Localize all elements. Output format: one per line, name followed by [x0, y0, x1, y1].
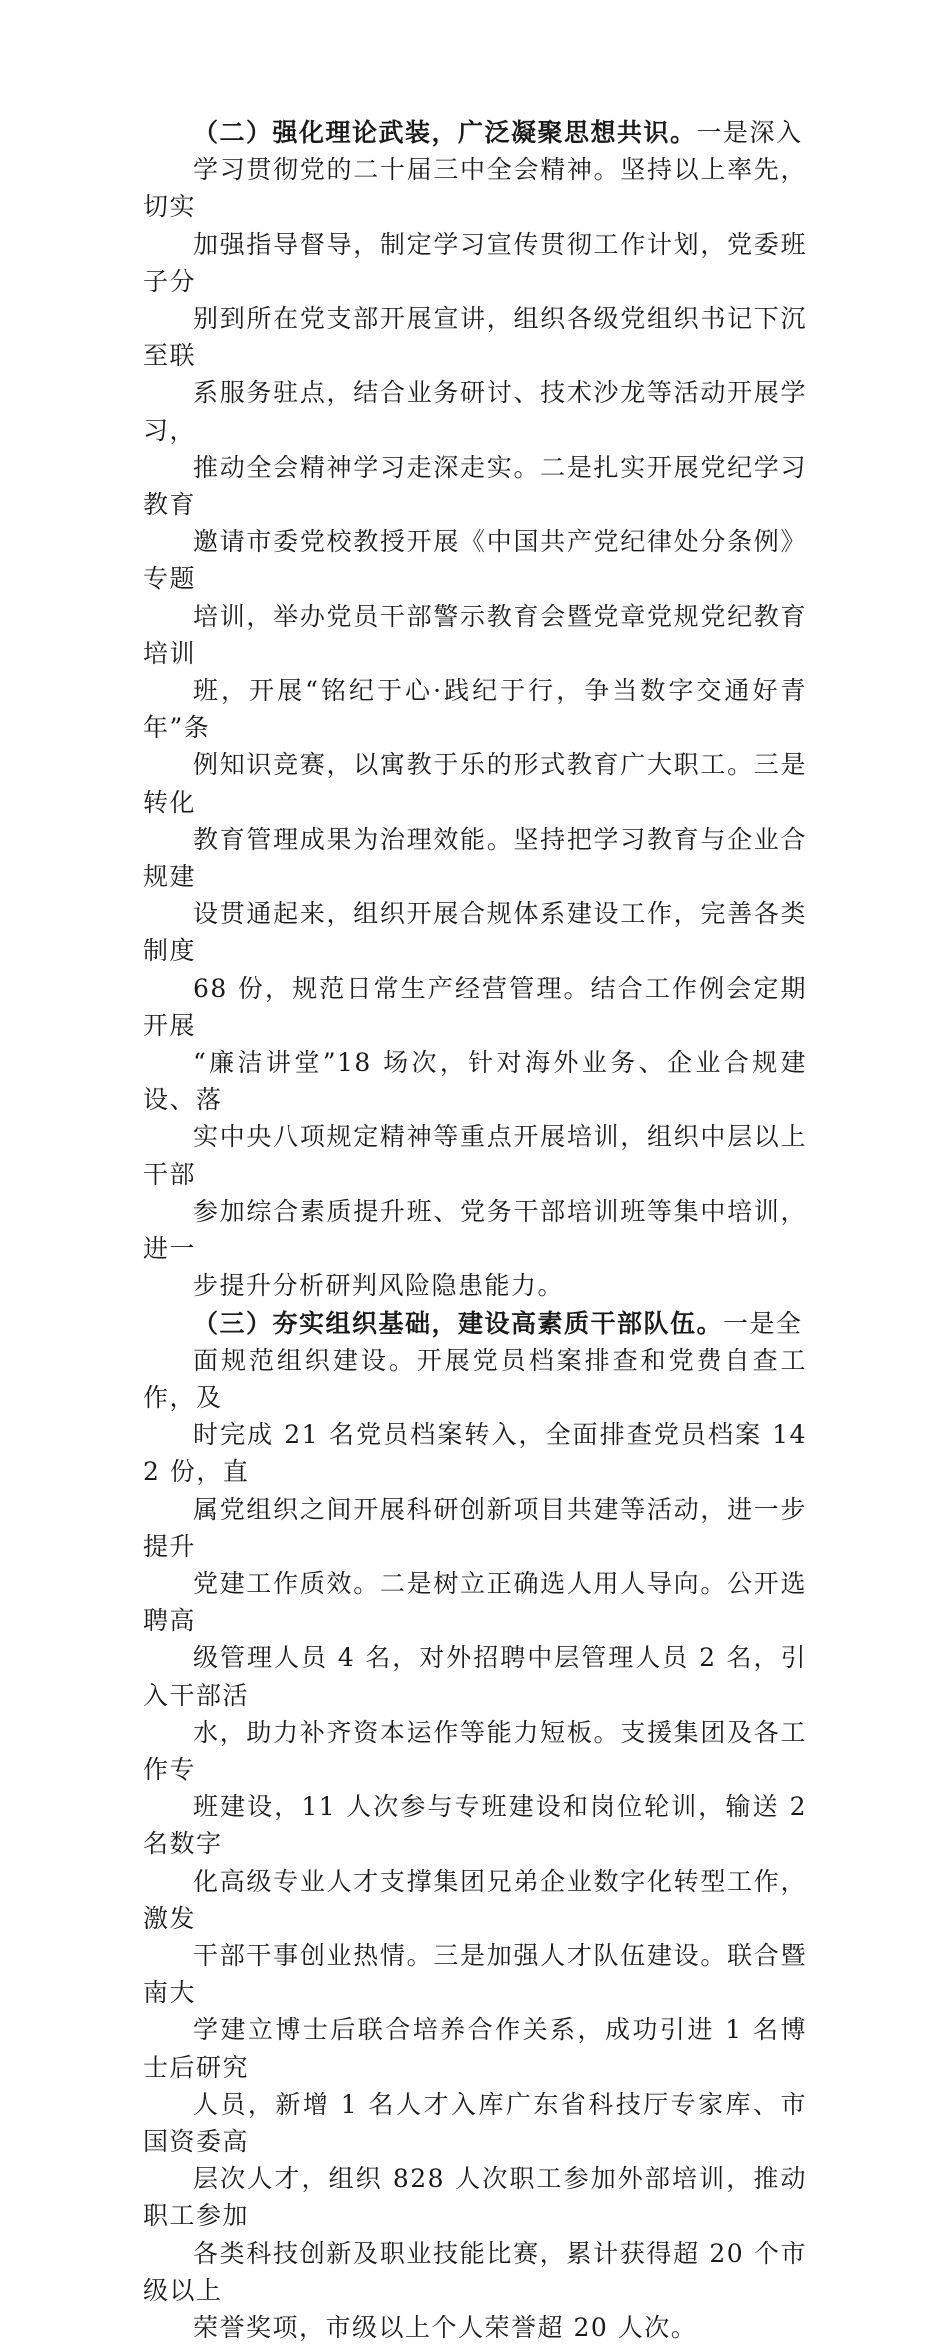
- paragraph-2-line: 推动全会精神学习走深走实。二是扎实开展党纪学习教育: [143, 449, 807, 523]
- paragraph-3-line: 属党组织之间开展科研创新项目共建等活动，进一步提升: [143, 1491, 807, 1565]
- paragraph-2-line: 学习贯彻党的二十届三中全会精神。坚持以上率先，切实: [143, 151, 807, 225]
- paragraph-2-line: 加强指导督导，制定学习宣传贯彻工作计划，党委班子分: [143, 226, 807, 300]
- paragraph-3-line: 面规范组织建设。开展党员档案排查和党费自查工作，及: [143, 1342, 807, 1416]
- paragraph-2-line: 例知识竞赛，以寓教于乐的形式教育广大职工。三是转化: [143, 746, 807, 820]
- paragraph-3-line: 党建工作质效。二是树立正确选人用人导向。公开选聘高: [143, 1565, 807, 1639]
- paragraph-2-line: 教育管理成果为治理效能。坚持把学习教育与企业合规建: [143, 821, 807, 895]
- paragraph-3-line: 化高级专业人才支撑集团兄弟企业数字化转型工作，激发: [143, 1863, 807, 1937]
- paragraph-3-line: 班建设，11 人次参与专班建设和岗位轮训，输送 2 名数字: [143, 1788, 807, 1862]
- paragraph-2-line: 步提升分析研判风险隐患能力。: [143, 1267, 807, 1304]
- paragraph-2-line: 实中央八项规定精神等重点开展培训，组织中层以上干部: [143, 1118, 807, 1192]
- paragraph-3-line: 荣誉奖项，市级以上个人荣誉超 20 人次。: [143, 2309, 807, 2346]
- paragraph-3-line: 时完成 21 名党员档案转入，全面排查党员档案 142 份，直: [143, 1416, 807, 1490]
- paragraph-3-line: 层次人才，组织 828 人次职工参加外部培训，推动职工参加: [143, 2160, 807, 2234]
- paragraph-3-line: 各类科技创新及职业技能比赛，累计获得超 20 个市级以上: [143, 2235, 807, 2309]
- paragraph-2-line: 系服务驻点，结合业务研讨、技术沙龙等活动开展学习，: [143, 374, 807, 448]
- paragraph-3-line: 一是全: [723, 1309, 803, 1338]
- paragraph-3-line: 级管理人员 4 名，对外招聘中层管理人员 2 名，引入干部活: [143, 1639, 807, 1713]
- paragraph-2-line: 一是深入: [697, 118, 803, 147]
- paragraph-2-line: 参加综合素质提升班、党务干部培训班等集中培训，进一: [143, 1193, 807, 1267]
- paragraph-2-line: 68 份，规范日常生产经营管理。结合工作例会定期开展: [143, 970, 807, 1044]
- paragraph-2: [143, 114, 807, 1305]
- paragraph-3-line: 学建立博士后联合培养合作关系，成功引进 1 名博士后研究: [143, 2011, 807, 2085]
- paragraph-2-heading: （二）强化理论武装，广泛凝聚思想共识。: [193, 118, 697, 147]
- paragraph-3-line: 水，助力补齐资本运作等能力短板。支援集团及各工作专: [143, 1714, 807, 1788]
- paragraph-3-line: 干部干事创业热情。三是加强人才队伍建设。联合暨南大: [143, 1937, 807, 2011]
- paragraph-2-line: 别到所在党支部开展宣讲，组织各级党组织书记下沉至联: [143, 300, 807, 374]
- paragraph-2-line: 设贯通起来，组织开展合规体系建设工作，完善各类制度: [143, 895, 807, 969]
- paragraph-3-line: 人员，新增 1 名人才入库广东省科技厅专家库、市国资委高: [143, 2086, 807, 2160]
- paragraph-3-heading: （三）夯实组织基础，建设高素质干部队伍。: [193, 1309, 723, 1338]
- paragraph-2-line: 班，开展“铭纪于心·践纪于行，争当数字交通好青年”条: [143, 672, 807, 746]
- paragraph-2-line: 培训，举办党员干部警示教育会暨党章党规党纪教育培训: [143, 598, 807, 672]
- paragraph-3: [143, 1305, 807, 2346]
- paragraph-2-line: “廉洁讲堂”18 场次，针对海外业务、企业合规建设、落: [143, 1044, 807, 1118]
- paragraph-2-line: 邀请市委党校教授开展《中国共产党纪律处分条例》专题: [143, 523, 807, 597]
